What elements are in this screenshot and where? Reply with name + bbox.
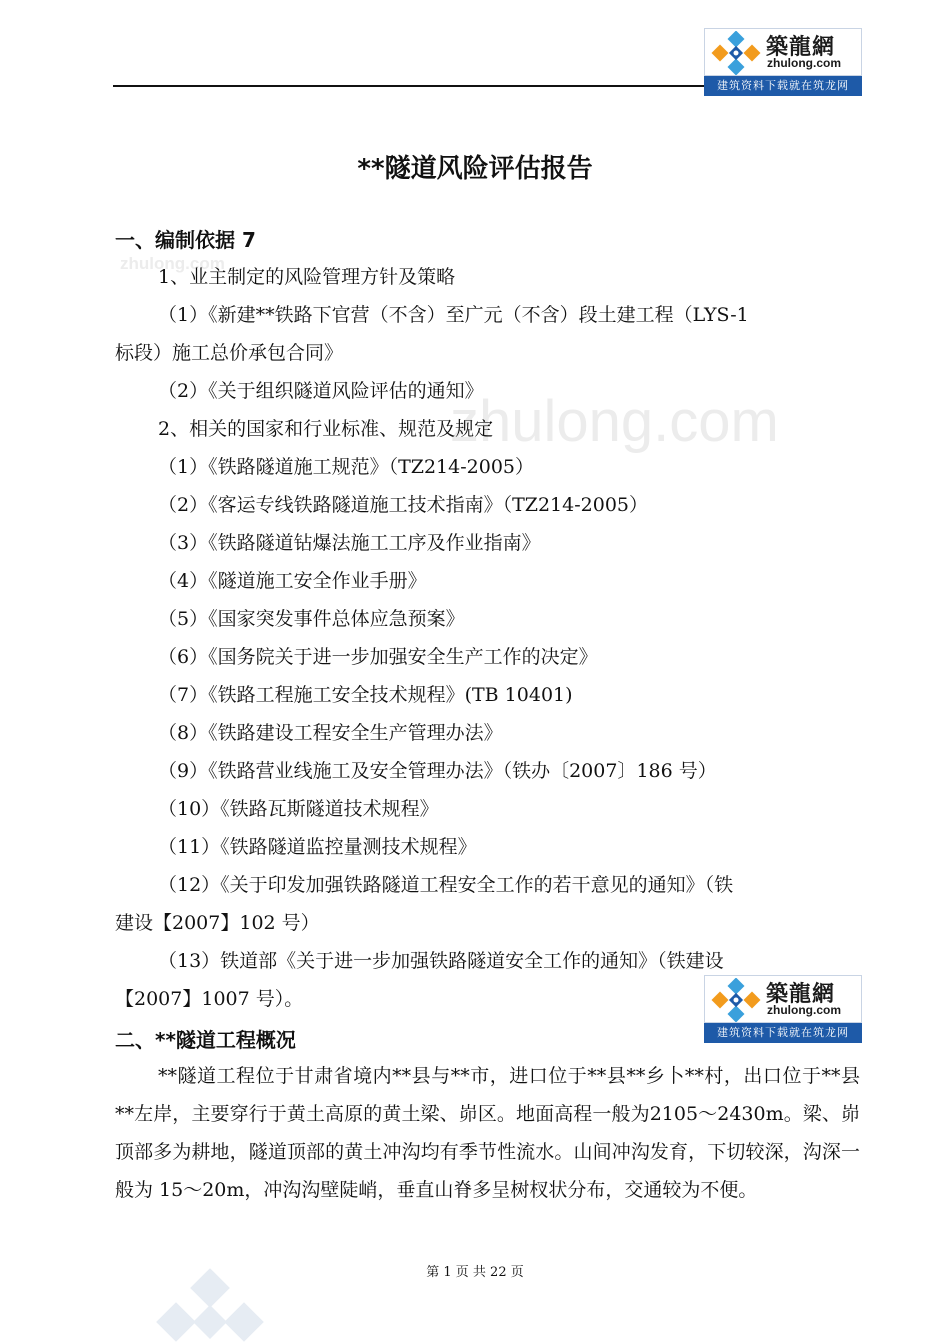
standard-ref-13-line1: （13）铁道部《关于进一步加强铁路隧道安全工作的通知》（铁建设 <box>158 950 724 972</box>
contract-ref-line1: （1）《新建**铁路下官营（不含）至广元（不含）段土建工程（LYS-1 <box>158 304 749 326</box>
header-rule <box>113 85 706 87</box>
logo-slogan: 建筑资料下载就在筑龙网 <box>704 76 862 96</box>
watermark-small: zhulong.com <box>120 254 225 273</box>
section1-heading: 一、编制依据 7 <box>115 228 256 252</box>
standard-ref: （3）《铁路隧道钻爆法施工工序及作业指南》 <box>158 532 541 554</box>
contract-ref-line2: 标段）施工总价承包合同》 <box>115 342 344 364</box>
standard-ref: （8）《铁路建设工程安全生产管理办法》 <box>158 722 503 744</box>
logo-brand-en: zhulong.com <box>767 56 841 70</box>
standard-ref-12-line2: 建设【2007】102 号） <box>115 912 320 934</box>
section2-heading: 二、**隧道工程概况 <box>115 1028 296 1052</box>
standard-ref: （4）《隧道施工安全作业手册》 <box>158 570 427 592</box>
snowflake-logo-icon <box>710 31 762 75</box>
logo-brand-cn: 築龍網 <box>766 35 836 60</box>
section1-sub2: 2、相关的国家和行业标准、规范及规定 <box>158 418 494 440</box>
standard-ref: （2）《客运专线铁路隧道施工技术指南》（TZ214-2005） <box>158 494 649 516</box>
standard-ref-12-line1: （12）《关于印发加强铁路隧道工程安全工作的若干意见的通知》（铁 <box>158 874 734 896</box>
watermark-large: zhulong.com <box>450 389 779 454</box>
standard-ref: （1）《铁路隧道施工规范》（TZ214-2005） <box>158 456 535 478</box>
section1-sub1: 1、业主制定的风险管理方针及策略 <box>158 266 456 288</box>
document-title: **隧道风险评估报告 <box>357 154 593 184</box>
page-footer: 第 1 页 共 22 页 <box>426 1265 524 1280</box>
notice-ref: （2）《关于组织隧道风险评估的通知》 <box>158 380 484 402</box>
snowflake-logo-icon <box>710 978 762 1022</box>
project-overview-paragraph: **隧道工程位于甘肃省境内**县与**市，进口位于**县**乡卜**村，出口位于**县**左岸，主要穿行于黄土高原的黄土梁、峁区。地面高程一般为2105～2430m。梁、峁顶部多为耕地，隧道顶部的黄土冲沟均有季节性流水。山间冲沟发育，下切较深，沟深一般为 15～20m，冲沟沟壁陡峭，垂直山脊多呈树杈状分布，交通较为不便。 <box>115 1065 860 1201</box>
standard-ref-13-line2: 【2007】1007 号）。 <box>115 988 304 1010</box>
standard-ref: （5）《国家突发事件总体应急预案》 <box>158 608 465 630</box>
logo-brand-en: zhulong.com <box>767 1003 841 1017</box>
standard-ref: （9）《铁路营业线施工及安全管理办法》（铁办〔2007〕186 号） <box>158 760 717 782</box>
zhulong-logo-top[interactable] <box>704 28 862 96</box>
logo-brand-cn: 築龍網 <box>766 982 836 1007</box>
standard-ref: （6）《国务院关于进一步加强安全生产工作的决定》 <box>158 646 598 668</box>
standard-ref: （10）《铁路瓦斯隧道技术规程》 <box>158 798 439 820</box>
standard-ref: （7）《铁路工程施工安全技术规程》(TB 10401) <box>158 684 573 706</box>
zhulong-logo-inline[interactable] <box>704 975 862 1043</box>
logo-slogan: 建筑资料下载就在筑龙网 <box>704 1023 862 1043</box>
standard-ref: （11）《铁路隧道监控量测技术规程》 <box>158 836 477 858</box>
